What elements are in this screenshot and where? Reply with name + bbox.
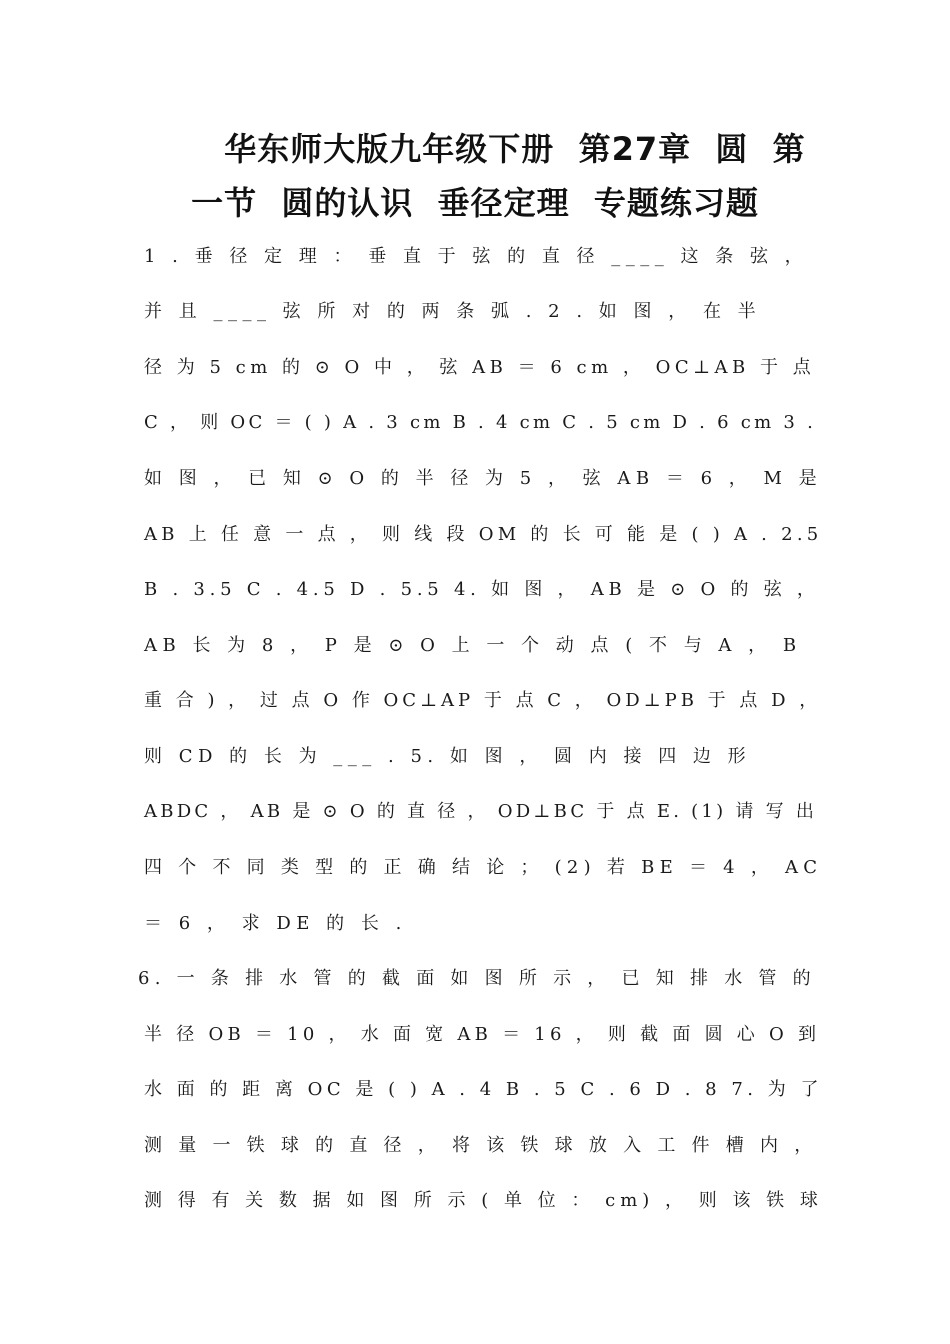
body-line-18: 测 得 有 关 数 据 如 图 所 示 ( 单 位 ： cm) ， 则 该 铁 球 bbox=[144, 1190, 823, 1211]
document-title-line-2: 一节 圆的认识 垂径定理 专题练习题 bbox=[191, 184, 759, 222]
body-line-11: ABDC ， AB 是 ⊙ O 的 直 径 ， OD⊥BC 于 点 E. (1) 请 写 出 bbox=[144, 801, 818, 822]
body-line-7: B . 3.5 C . 4.5 D . 5.5 4. 如 图 ， AB 是 ⊙ O 的 弦 ， bbox=[144, 579, 820, 600]
body-line-5: 如 图 ， 已 知 ⊙ O 的 半 径 为 5 ， 弦 AB ＝ 6 ， M 是 bbox=[144, 468, 823, 489]
body-line-6: AB 上 任 意 一 点 ， 则 线 段 OM 的 长 可 能 是 ( ) A . 2.5 bbox=[144, 524, 823, 545]
body-line-17: 测 量 一 铁 球 的 直 径 ， 将 该 铁 球 放 入 工 件 槽 内 ， bbox=[144, 1135, 818, 1156]
document-title-line-1: 华东师大版九年级下册 第27章 圆 第 bbox=[224, 130, 806, 168]
body-line-16: 水 面 的 距 离 OC 是 ( ) A . 4 B . 5 C . 6 D . 8 7. 为 了 bbox=[144, 1079, 823, 1100]
body-line-15: 半 径 OB ＝ 10 ， 水 面 宽 AB ＝ 16 ， 则 截 面 圆 心 O 到 bbox=[144, 1024, 821, 1045]
body-line-9: 重 合 ) ， 过 点 O 作 OC⊥AP 于 点 C ， OD⊥PB 于 点 D ， bbox=[144, 690, 822, 711]
body-line-13: ＝ 6 ， 求 DE 的 长 . bbox=[144, 913, 407, 934]
body-line-10: 则 CD 的 长 为 ___ . 5. 如 图 ， 圆 内 接 四 边 形 bbox=[144, 746, 752, 767]
body-line-1: 1 . 垂 径 定 理 ： 垂 直 于 弦 的 直 径 ____ 这 条 弦 ， bbox=[144, 246, 809, 267]
body-line-14: 6. 一 条 排 水 管 的 截 面 如 图 所 示 ， 已 知 排 水 管 的 bbox=[138, 968, 816, 989]
body-line-3: 径 为 5 cm 的 ⊙ O 中 ， 弦 AB ＝ 6 cm ， OC⊥AB 于 点 bbox=[144, 357, 816, 378]
body-line-8: AB 长 为 8 ， P 是 ⊙ O 上 一 个 动 点 ( 不 与 A ， B bbox=[144, 635, 802, 656]
body-line-4: C ， 则 OC ＝ ( ) A . 3 cm B . 4 cm C . 5 cm D . 6 cm 3 . bbox=[144, 412, 817, 433]
body-line-12: 四 个 不 同 类 型 的 正 确 结 论 ； (2) 若 BE ＝ 4 ， AC bbox=[144, 857, 823, 878]
body-line-2: 并 且 ____ 弦 所 对 的 两 条 弧 . 2 . 如 图 ， 在 半 bbox=[144, 301, 762, 322]
